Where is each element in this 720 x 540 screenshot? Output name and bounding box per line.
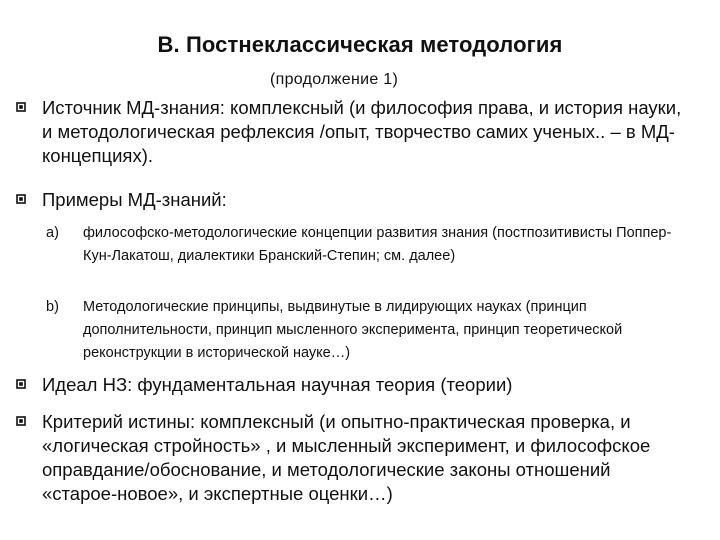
bullet-ideal xyxy=(16,373,688,397)
bullet-examples xyxy=(16,188,688,212)
subitem-text: Методологические принципы, выдвинутые в лидирующих науках (принцип дополнительности, принцип мысленного эксперимента, принцип теоретической реконструкции в исторической науке…) xyxy=(83,299,623,361)
square-bullet-icon xyxy=(16,102,26,112)
subitem-a xyxy=(46,222,696,268)
slide-subtitle: (продолжение 1) xyxy=(270,71,399,88)
bullet-text: Источник МД-знания: комплексный (и философия права, и история науки, и методологическая рефлексия /опыт, творчество самих ученых.. – в МД-концепциях). xyxy=(42,97,682,166)
bullet-criterion xyxy=(16,410,688,506)
square-bullet-icon xyxy=(16,194,26,204)
square-bullet-icon xyxy=(16,379,26,389)
bullet-text: Примеры МД-знаний: xyxy=(42,189,227,210)
square-bullet-icon xyxy=(16,416,26,426)
bullet-source xyxy=(16,96,688,168)
bullet-text: Критерий истины: комплексный (и опытно-практическая проверка, и «логическая стройность» , и мысленный эксперимент, и философское оправдание/обоснование, и методологические законы отношений «старое-новое», и экспертные оценки…) xyxy=(42,411,651,504)
subitem-b xyxy=(46,296,696,365)
bullet-text: Идеал НЗ: фундаментальная научная теория (теории) xyxy=(42,374,513,395)
subitem-text: философско-методологические концепции развития знания (постпозитивисты Поппер-Кун-Лакатош, диалектики Бранский-Степин; см. далее) xyxy=(83,225,672,264)
subitem-marker: a) xyxy=(46,225,59,241)
slide-title: В. Постнеклассическая методология xyxy=(157,32,563,57)
subitem-marker: b) xyxy=(46,299,59,315)
